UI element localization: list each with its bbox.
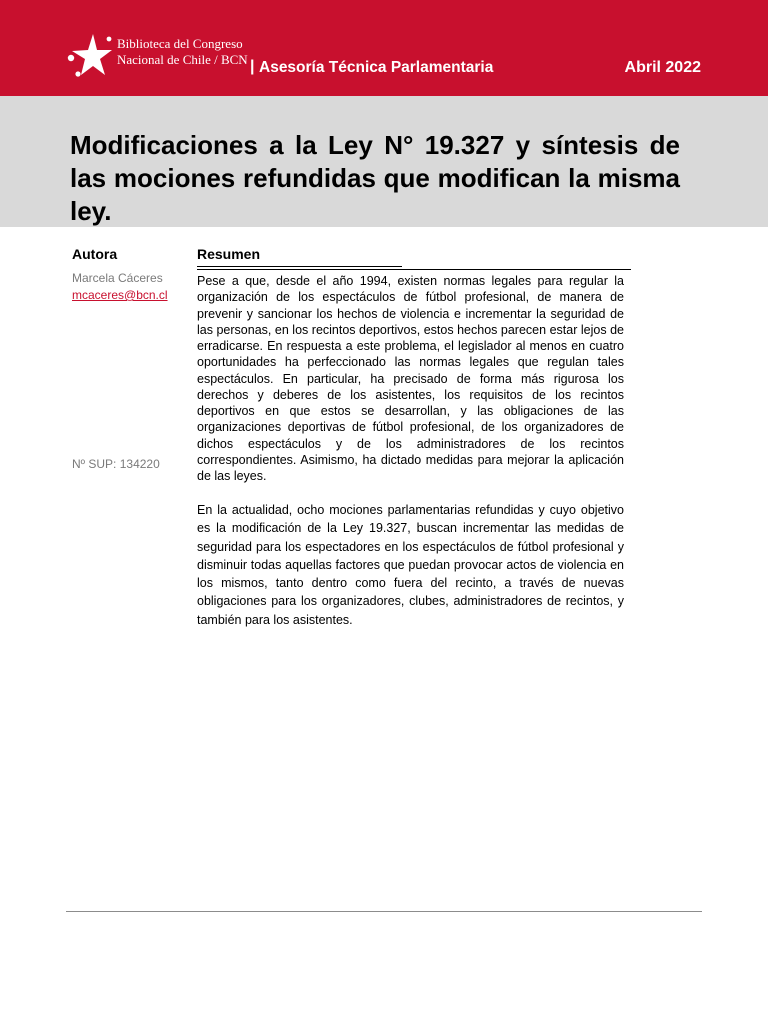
- summary-rule: [197, 269, 631, 270]
- summary-paragraph-1: Pese a que, desde el año 1994, existen normas legales para regular la organización de los espectáculos de fútbol profesional, de manera de prevenir y sancionar los hechos de violencia e incrementar la seguridad de las personas, en los recintos deportivos, estos hechos parecen estar lejos de erradicarse. En respuesta a este problema, el legislador al menos en cuatro oportunidades ha perfeccionado las normas legales que regulan tales espectáculos. En particular, ha precisado de forma más rigurosa los derechos y deberes de los asistentes, los requisitos de los recintos deportivos en que estos se desarrollan, y las obligaciones de las organizaciones deportivas de fútbol profesional, de los organizadores de dichos espectáculos y de los administradores de los recintos correspondientes. Asimismo, ha dictado medidas para mejorar la aplicación de las leyes.: [197, 274, 624, 483]
- author-name: Marcela Cáceres: [72, 271, 163, 285]
- logo-wordmark: [117, 36, 248, 68]
- footer-divider: [66, 911, 702, 912]
- author-heading: Autora: [72, 246, 118, 262]
- summary-heading-underline: [197, 266, 402, 267]
- logo-line-2: Nacional de Chile / BCN: [117, 52, 248, 67]
- bcn-star-icon: [64, 30, 116, 82]
- sup-number: Nº SUP: 134220: [72, 457, 160, 471]
- logo-line-1: Biblioteca del Congreso: [117, 36, 243, 51]
- unit-name: Asesoría Técnica Parlamentaria: [259, 59, 494, 76]
- document-title: Modificaciones a la Ley N° 19.327 y síntesis de las mociones refundidas que modifican la misma ley.: [70, 130, 680, 226]
- header-bar: [0, 0, 768, 96]
- header-separator: |: [250, 58, 255, 75]
- summary-heading: Resumen: [197, 246, 261, 262]
- author-email-link[interactable]: mcaceres@bcn.cl: [72, 288, 168, 302]
- summary-paragraph-2: En la actualidad, ocho mociones parlamentarias refundidas y cuyo objetivo es la modificación de la Ley 19.327, buscan incrementar las medidas de seguridad para los espectadores en los espectáculos de fútbol profesional y disminuir todas aquellas factores que puedan provocar actos de violencia en los mismos, tanto dentro como fuera del recinto, a través de nuevas obligaciones para los organizadores, clubes, administradores de recintos, y también para los asistentes.: [197, 503, 624, 627]
- report-date: Abril 2022: [624, 59, 701, 76]
